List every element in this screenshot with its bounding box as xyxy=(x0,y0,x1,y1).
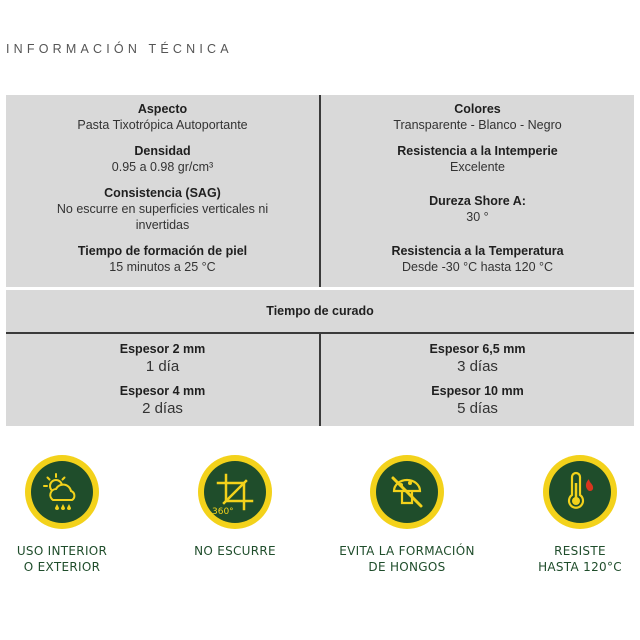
curing-left-column xyxy=(6,334,319,426)
feature-label xyxy=(0,543,137,575)
property-value: No escurre en superficies verticales ni invertidas xyxy=(56,202,269,232)
feature-hongos xyxy=(332,455,482,575)
curing-item xyxy=(12,342,313,376)
feature-label xyxy=(332,543,482,575)
property-aspecto xyxy=(12,101,313,133)
property-value: 15 minutos a 25 °C xyxy=(109,260,216,274)
feature-label xyxy=(505,543,640,575)
property-value: 30 ° xyxy=(466,210,489,224)
property-tiempo-piel xyxy=(12,243,313,275)
feature-label-line2: HASTA 120°C xyxy=(538,560,622,574)
curing-label: Espesor 6,5 mm xyxy=(429,342,526,356)
curing-item xyxy=(12,384,313,418)
feature-badge xyxy=(370,455,444,529)
curing-item xyxy=(327,342,628,376)
property-intemperie xyxy=(327,143,628,175)
curing-label: Espesor 10 mm xyxy=(431,384,524,398)
property-label: Resistencia a la Intemperie xyxy=(397,144,558,158)
badge-inner xyxy=(204,461,266,523)
feature-label-line2: O EXTERIOR xyxy=(23,560,101,574)
property-temperatura xyxy=(327,243,628,275)
feature-label xyxy=(160,543,310,559)
property-label: Resistencia a la Temperatura xyxy=(391,244,564,258)
curing-label: Espesor 4 mm xyxy=(119,384,206,398)
weather-icon xyxy=(39,469,85,515)
curing-item xyxy=(327,384,628,418)
property-value: Pasta Tixotrópica Autoportante xyxy=(77,118,248,132)
curing-value: 1 día xyxy=(145,358,180,375)
feature-interior-exterior xyxy=(0,455,137,575)
feature-label-line1: RESISTE xyxy=(554,544,606,558)
curing-value: 3 días xyxy=(457,358,498,375)
section-heading: INFORMACIÓN TÉCNICA xyxy=(6,42,233,56)
property-value: Excelente xyxy=(450,160,505,174)
badge-inner xyxy=(31,461,93,523)
badge-inner xyxy=(549,461,611,523)
no-fungus-icon xyxy=(384,469,430,515)
feature-label-line2: DE HONGOS xyxy=(368,560,446,574)
property-label: Consistencia (SAG) xyxy=(104,186,221,200)
curing-label: Espesor 2 mm xyxy=(119,342,206,356)
feature-badge xyxy=(543,455,617,529)
properties-grid xyxy=(6,95,634,287)
feature-label-line1: NO ESCURRE xyxy=(194,544,276,558)
curing-right-column xyxy=(321,334,634,426)
feature-temperatura xyxy=(505,455,640,575)
feature-badge xyxy=(198,455,272,529)
curing-grid xyxy=(6,334,634,426)
badge-inner xyxy=(376,461,438,523)
property-densidad xyxy=(12,143,313,175)
property-dureza xyxy=(327,193,628,225)
property-label: Aspecto xyxy=(137,102,188,116)
thermometer-fire-icon xyxy=(557,469,603,515)
property-colores xyxy=(327,101,628,133)
property-label: Colores xyxy=(454,102,501,116)
properties-right-column xyxy=(321,95,634,287)
icon-text-360: 360° xyxy=(212,507,234,517)
feature-label-line1: EVITA LA FORMACIÓN xyxy=(339,544,475,558)
properties-left-column xyxy=(6,95,319,287)
property-value: Transparente - Blanco - Negro xyxy=(393,118,562,132)
curing-value: 2 días xyxy=(142,400,183,417)
property-label: Densidad xyxy=(134,144,191,158)
tech-table xyxy=(6,95,634,426)
property-value: Desde -30 °C hasta 120 °C xyxy=(401,260,554,274)
property-label: Tiempo de formación de piel xyxy=(77,244,248,258)
feature-badge xyxy=(25,455,99,529)
feature-no-escurre xyxy=(160,455,310,559)
curing-title: Tiempo de curado xyxy=(266,304,374,318)
feature-label-line1: USO INTERIOR xyxy=(16,544,108,558)
property-consistencia xyxy=(12,185,313,233)
property-value: 0.95 a 0.98 gr/cm³ xyxy=(111,160,214,174)
curing-value: 5 días xyxy=(457,400,498,417)
property-label: Dureza Shore A: xyxy=(429,194,526,208)
features-row xyxy=(0,455,640,595)
